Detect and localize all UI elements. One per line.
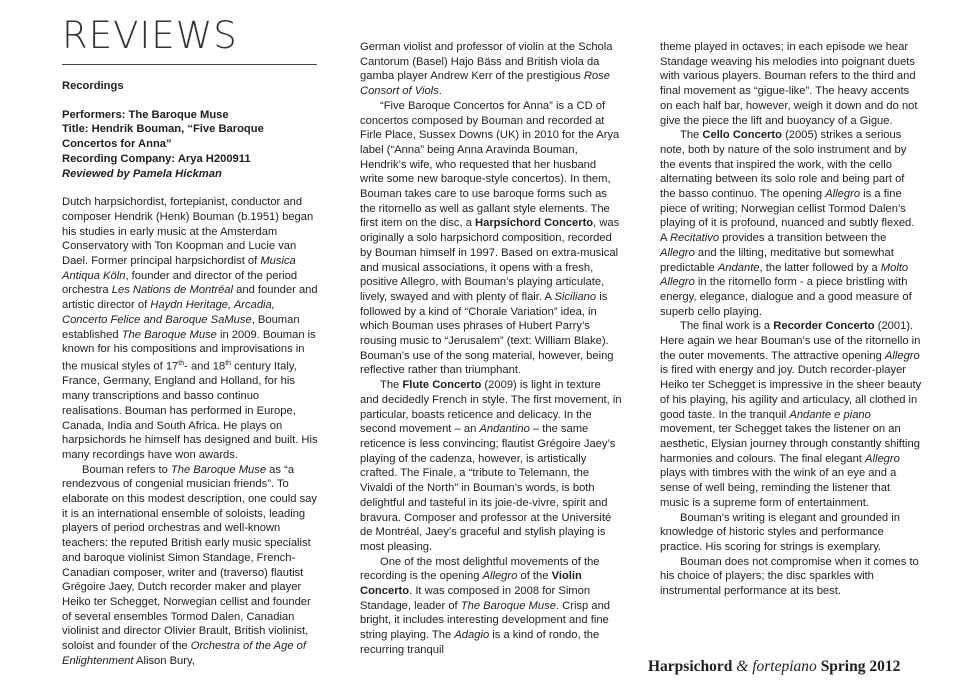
review-metadata <box>62 108 320 182</box>
page-title: REVIEWS <box>62 14 238 57</box>
paragraph: Bouman’s writing is elegant and grounded in knowledge of historic styles and performance practice. His scoring for strings is exemplary. <box>660 511 900 553</box>
performers-line: Performers: The Baroque Muse <box>62 108 229 121</box>
journal-footer: Harpsichord & fortepiano Spring 2012 <box>648 658 901 675</box>
title-line: Title: Hendrik Bouman, “Five Baroque Concertos for Anna” <box>62 123 264 151</box>
column-1 <box>62 0 320 668</box>
column-2 <box>360 40 622 658</box>
title-rule <box>62 64 317 65</box>
paragraph: The Cello Concerto (2005) strikes a serious note, both by nature of the solo instrument and by the events that inspired the work, with the cello alternating between its solo role and being part of the basso continuo. The opening Allegro is a fine piece of writing; Norwegian cellist Tormod Dalen’s playing of it is profound, nuanced and subtly flexed. A Recitativo provides a transition between the Allegro and the lilting, meditative but somewhat predictable Andante, the latter followed by a Molto Allegro in the ritornello form - a piece bristling with energy, elegance, dialogue and a good measure of superb cello playing. <box>660 129 915 318</box>
section-heading: Recordings <box>62 80 124 92</box>
reviewer-line: Reviewed by Pamela Hickman <box>62 167 222 180</box>
paragraph: theme played in octaves; in each episode we hear Standage weaving his melodies into poignant duets with various players. Bouman refers to the third and final movement as “gigue-like”. The heavy accents on each half bar, however, weigh it down and do not give the piece the lift and buoyancy of a Gigue. <box>660 41 918 127</box>
company-line: Recording Company: Arya H200911 <box>62 152 251 165</box>
paragraph: German violist and professor of violin at the Schola Cantorum (Basel) Hajo Bäss and British viola da gamba player Andrew Kerr of the prestigious Rose Consort of Viols. <box>360 41 613 98</box>
column-3 <box>660 40 922 599</box>
paragraph: Dutch harpsichordist, fortepianist, conductor and composer Hendrik (Henk) Bouman (b.1951) began his studies in early music at the Amsterdam Conservatory with Ton Koopman and Lucie van Dael. Former principal harpsichordist of Musica Antiqua Köln, founder and director of the period orchestra Les Nations de Montréal and founder and artistic director of Haydn Heritage, Arcadia, Concerto Felice and Baroque SaMuse, Bouman established The Baroque Muse in 2009. Bouman is known for his compositions and improvisations in the musical styles of 17th- and 18th century Italy, France, Germany, England and Holland, for his many transcriptions and basso continuo realisations. Bouman has performed in Europe, Canada, India and South Africa. He plays on harpsichords he himself has designed and built. His many recordings have won awards. <box>62 196 318 461</box>
paragraph: One of the most delightful movements of the recording is the opening Allegro of the Violin Concerto. It was composed in 2008 for Simon Standage, leader of The Baroque Muse. Crisp and bright, it includes interesting development and fine string playing. The Adagio is a kind of rondo, the recurring tranquil <box>360 555 611 656</box>
paragraph: The Flute Concerto (2009) is light in texture and decidedly French in style. The first movement, in particular, boasts reticence and delicacy. In the second movement – an Andantino – the same reticence is less convincing; flautist Grégoire Jaey’s playing of the cadenza, however, is artistically crafted. The Finale, a “tribute to Telemann, the Vivaldi of the North” in Bouman’s words, is both delightful and tasteful in its joie-de-vivre, spirit and bravura. Composer and professor at the Université de Montréal, Jaey’s graceful and stylish playing is most pleasing. <box>360 379 622 553</box>
paragraph: “Five Baroque Concertos for Anna” is a CD of concertos composed by Bouman and recorded at Firle Place, Sussex Downs (UK) in 2010 for the Arya label (“Anna” being Anna Aravinda Bouman, Hendrik’s wife, who requested that her husband write some new baroque-style concertos). In them, Bouman takes care to use baroque forms such as the ritornello as well as gallant style elements. The first item on the disc, a Harpsichord Concerto, was originally a solo harpsichord composition, recorded by Bouman himself in 1997. Based on extra-musical and musical associations, it opens with a fresh, positive Allegro, with Bouman’s playing articulate, lively, swayed and with plenty of flair. A Siciliano is followed by a kind of “Chorale Variation” idea, in which Bouman uses phrases of Hubert Parry’s rousing music to “Jerusalem” (text: William Blake). Bouman’s use of the song material, however, being reflective rather than triumphant. <box>360 99 620 377</box>
paragraph: The final work is a Recorder Concerto (2001). Here again we hear Bouman’s use of the ritornello in the outer movements. The attractive opening Allegro is fired with energy and joy. Dutch recorder-player Heiko ter Schegget is impressive in the sheer beauty of his playing, his agility and articulacy, all clothed in good taste. In the tranquil Andante e piano movement, ter Schegget takes the listener on an aesthetic, Elysian journey through constantly shifting harmonies and colours. The final elegant Allegro plays with timbres with the wink of an eye and a sense of well being, reminding the listener that music is a supreme form of entertainment. <box>660 320 922 509</box>
paragraph: Bouman refers to The Baroque Muse as “a rendezvous of congenial musician friends”. To elaborate on this modest description, one could say it is an international ensemble of soloists, leading players of period orchestras and well-known teachers: the reputed British early music specialist and baroque violinist Simon Standage, French-Canadian composer, writer and (traverso) flautist Grégoire Jaey, Dutch recorder maker and player Heiko ter Schegget, Norwegian cellist and founder of several ensembles Tormod Dalen, Canadian violinist and director Olivier Brault, British violinist, soloist and founder of the Orchestra of the Age of Enlightenment Alison Bury, <box>62 463 317 667</box>
paragraph: Bouman does not compromise when it comes to his choice of players; the disc sparkles with instrumental performance at its best. <box>660 555 919 598</box>
